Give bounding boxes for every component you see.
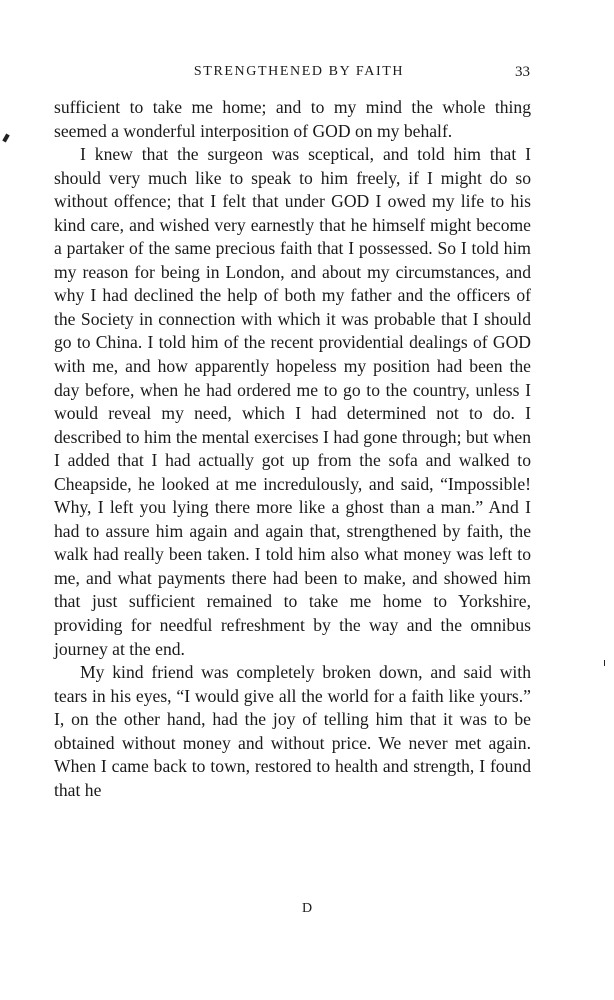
paragraph: My kind friend was completely broken down, and said with tears in his eyes, “I would give all the world for a faith like yours.” I, on the other hand, had the joy of telling him that it was to be obtained without money and without price. We never met again. When I came back to town, restored to health and strength, I found that he xyxy=(54,662,531,800)
scan-speck xyxy=(604,660,605,666)
running-title: STRENGTHENED BY FAITH xyxy=(193,64,405,79)
running-head xyxy=(54,64,530,86)
scan-speck xyxy=(2,134,9,143)
page-number: 33 xyxy=(515,64,530,80)
body-text xyxy=(54,96,531,802)
paragraph: I knew that the surgeon was sceptical, and told him that I should very much like to speak to him freely, if I might do so without offence; that I felt that under GOD I owed my life to his kind care, and wished very earnestly that he himself might become a partaker of the same precious faith that I possessed. So I told him my reason for being in London, and about my circumstances, and why I had declined the help of both my father and the officers of the Society in connection with which it was probable that I should go to China. I told him of the recent providential dealings of GOD with me, and how apparently hopeless my position had been the day before, when he had ordered me to go to the country, unless I would reveal my need, which I had determined not to do. I described to him the mental exercises I had gone through; but when I added that I had actually got up from the sofa and walked to Cheapside, he looked at me incredulously, and said, “Impossible! Why, I left you lying there more like a ghost than a man.” And I had to assure him again and again that, strengthened by faith, the walk had really been taken. I told him also what money was left to me, and what payments there had been to make, and showed him that just sufficient remained to take me home to Yorkshire, providing for needful refreshment by the way and the omnibus journey at the end. xyxy=(54,144,531,659)
signature-mark: D xyxy=(301,901,313,916)
paragraph-continued: sufficient to take me home; and to my mind the whole thing seemed a wonderful interposition of GOD on my behalf. xyxy=(54,97,531,141)
